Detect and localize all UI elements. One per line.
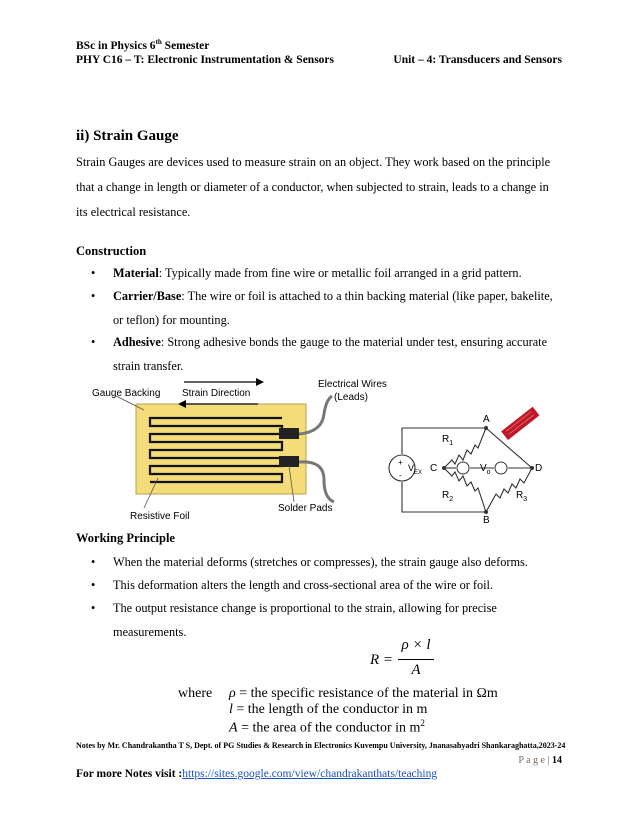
construction-item-material [91, 262, 564, 286]
page-number: P a g e | 14 [518, 755, 562, 766]
vo-minus-terminal [457, 462, 469, 474]
bullet-icon: • [91, 266, 96, 280]
label-strain-direction: Strain Direction [182, 388, 251, 399]
notes-link[interactable]: https://sites.google.com/view/chandrakanthats/teaching [182, 768, 438, 780]
where-label: where [178, 686, 213, 701]
label-resistive-foil: Resistive Foil [130, 511, 190, 522]
vo-label: $V_o$ [480, 463, 491, 476]
label-solder-pads: Solder Pads [278, 503, 333, 514]
footer-notes: Notes by Mr. Chandrakantha T S, Dept. of PG Studies & Research in Electronics Kuvempu University, Jnanasahyadri Shankaraghatta,2023-24 [76, 741, 566, 750]
bullet-icon: • [91, 289, 96, 303]
footer-more-notes: For more Notes visit :https://sites.google.com/view/chandrakanthats/teaching [76, 768, 438, 780]
construction-heading: Construction [76, 244, 147, 258]
item-cont: measurements. [113, 624, 187, 639]
node-d-label: D [535, 463, 543, 474]
term: Carrier/Base [113, 289, 182, 303]
section-title: ii) Strain Gauge [76, 128, 179, 144]
bullet-icon: • [91, 601, 96, 615]
construction-item-adhesive [91, 331, 564, 378]
label-electrical-wires: Electrical Wires [318, 379, 387, 390]
formula-def-l: l = the length of the conductor in m [229, 702, 428, 717]
node-c-label: C [430, 463, 438, 474]
item-text: : Typically made from fine wire or metallic foil arranged in a grid pattern. [158, 266, 522, 280]
header-course: PHY C16 – T: Electronic Instrumentation & Sensors [76, 54, 334, 66]
source-plus: + [398, 458, 403, 467]
intro-line: its electrical resistance. [76, 205, 191, 219]
working-heading: Working Principle [76, 531, 175, 545]
strain-gauge-red-icon [501, 407, 539, 440]
header-unit: Unit – 4: Transducers and Sensors [393, 54, 562, 66]
intro-line: Strain Gauges are devices used to measure strain on an object. They work based on the principle [76, 155, 551, 169]
item-cont: strain transfer. [113, 358, 184, 373]
source-minus: - [399, 471, 402, 480]
r1-label: $R_1$ [442, 434, 454, 447]
formula-lhs: R = [370, 652, 394, 668]
term: Material [113, 266, 159, 280]
solder-pad-bottom [279, 456, 299, 467]
term: Adhesive [113, 335, 161, 349]
working-item [91, 597, 564, 644]
label-leads: (Leads) [334, 392, 368, 403]
formula-def-rho: ρ = the specific resistance of the material in Ωm [229, 686, 498, 701]
vex-label: $V_{EX}$ [408, 463, 423, 476]
working-item [91, 551, 564, 575]
item-cont: or teflon) for mounting. [113, 312, 230, 327]
solder-pad-top [279, 428, 299, 439]
intro-paragraph [76, 150, 564, 225]
label-gauge-backing: Gauge Backing [92, 388, 161, 399]
formula-numerator: ρ × l [401, 637, 431, 653]
intro-line: that a change in length or diameter of a conductor, when subjected to strain, leads to a change in [76, 180, 549, 194]
formula-def-a: A = the area of the conductor in $m^2$ [229, 718, 425, 736]
fraction-bar [398, 659, 434, 660]
bullet-icon: • [91, 555, 96, 569]
node-b-label: B [483, 515, 490, 526]
r3-label: $R_3$ [516, 490, 528, 503]
vo-plus-terminal [495, 462, 507, 474]
header-semester: BSc in Physics 6th Semester [76, 38, 210, 52]
r2-label: $R_2$ [442, 490, 454, 503]
item-text: When the material deforms (stretches or compresses), the strain gauge also deforms. [113, 555, 528, 569]
item-text: : Strong adhesive bonds the gauge to the material under test, ensuring accurate [160, 335, 548, 349]
bullet-icon: • [91, 578, 96, 592]
working-item [91, 574, 564, 598]
bullet-icon: • [91, 335, 96, 349]
node-a-label: A [483, 414, 490, 425]
item-text: : The wire or foil is attached to a thin backing material (like paper, bakelite, [181, 289, 553, 303]
formula-denominator: A [411, 662, 421, 678]
item-text: This deformation alters the length and cross-sectional area of the wire or foil. [113, 578, 494, 592]
item-text: The output resistance change is proportional to the strain, allowing for precise [113, 601, 497, 615]
construction-item-carrier [91, 285, 564, 332]
